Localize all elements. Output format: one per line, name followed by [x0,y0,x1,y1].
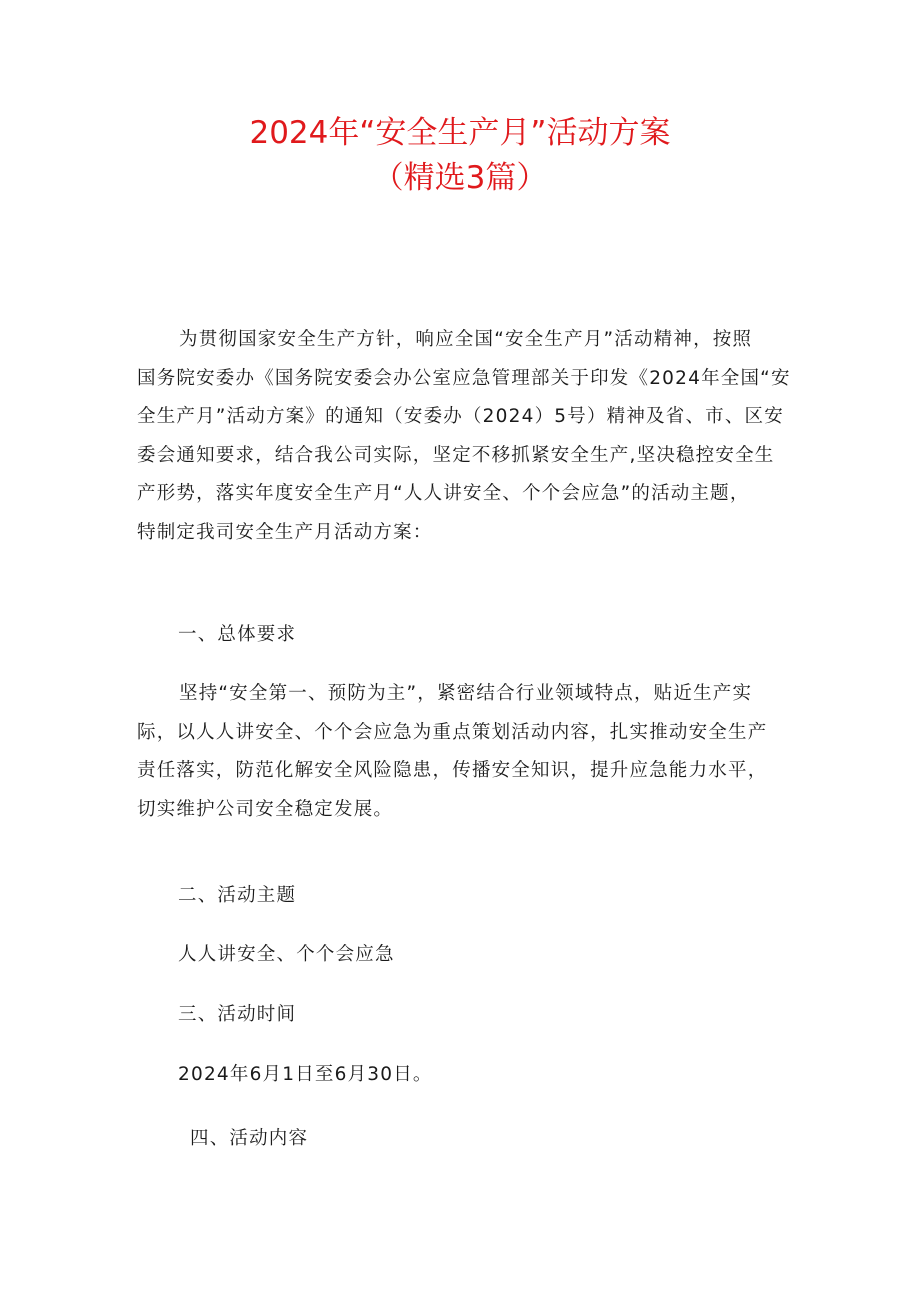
section1-line: 切实维护公司安全稳定发展。 [137,798,394,820]
section-heading-activity-content: 四、活动内容 [190,1128,309,1149]
section1-line: 际，以人人讲安全、个个会应急为重点策划活动内容，扎实推动安全生产 [137,721,768,743]
section1-line: 坚持“安全第一、预防为主”，紧密结合行业领域特点，贴近生产实 [179,683,753,704]
intro-line: 全生产月”活动方案》的通知（安委办（2024）5号）精神及省、市、区安 [137,406,784,427]
document-subtitle: （精选3篇） [372,160,548,196]
intro-line: 特制定我司安全生产月活动方案： [137,521,433,543]
intro-line: 国务院安委办《国务院安委会办公室应急管理部关于印发《2024年全国“安 [137,367,791,389]
activity-time-text: 2024年6月1日至6月30日。 [178,1064,433,1085]
intro-paragraph [137,321,797,552]
intro-line: 委会通知要求，结合我公司实际，坚定不移抓紧安全生产,坚决稳控安全生 [137,444,775,466]
intro-line: 为贯彻国家安全生产方针，响应全国“安全生产月”活动精神，按照 [179,329,753,350]
document-title: 2024年“安全生产月”活动方案 [249,115,671,151]
section-heading-general-requirements: 一、总体要求 [178,624,297,645]
section1-line: 责任落实，防范化解安全风险隐患，传播安全知识，提升应急能力水平， [137,760,768,781]
intro-line: 产形势，落实年度安全生产月“人人讲安全、个个会应急”的活动主题， [137,483,750,504]
section-heading-activity-time: 三、活动时间 [178,1004,297,1025]
section-heading-activity-theme: 二、活动主题 [178,885,297,906]
activity-theme-text: 人人讲安全、个个会应急 [178,944,395,965]
section1-paragraph [137,675,797,829]
